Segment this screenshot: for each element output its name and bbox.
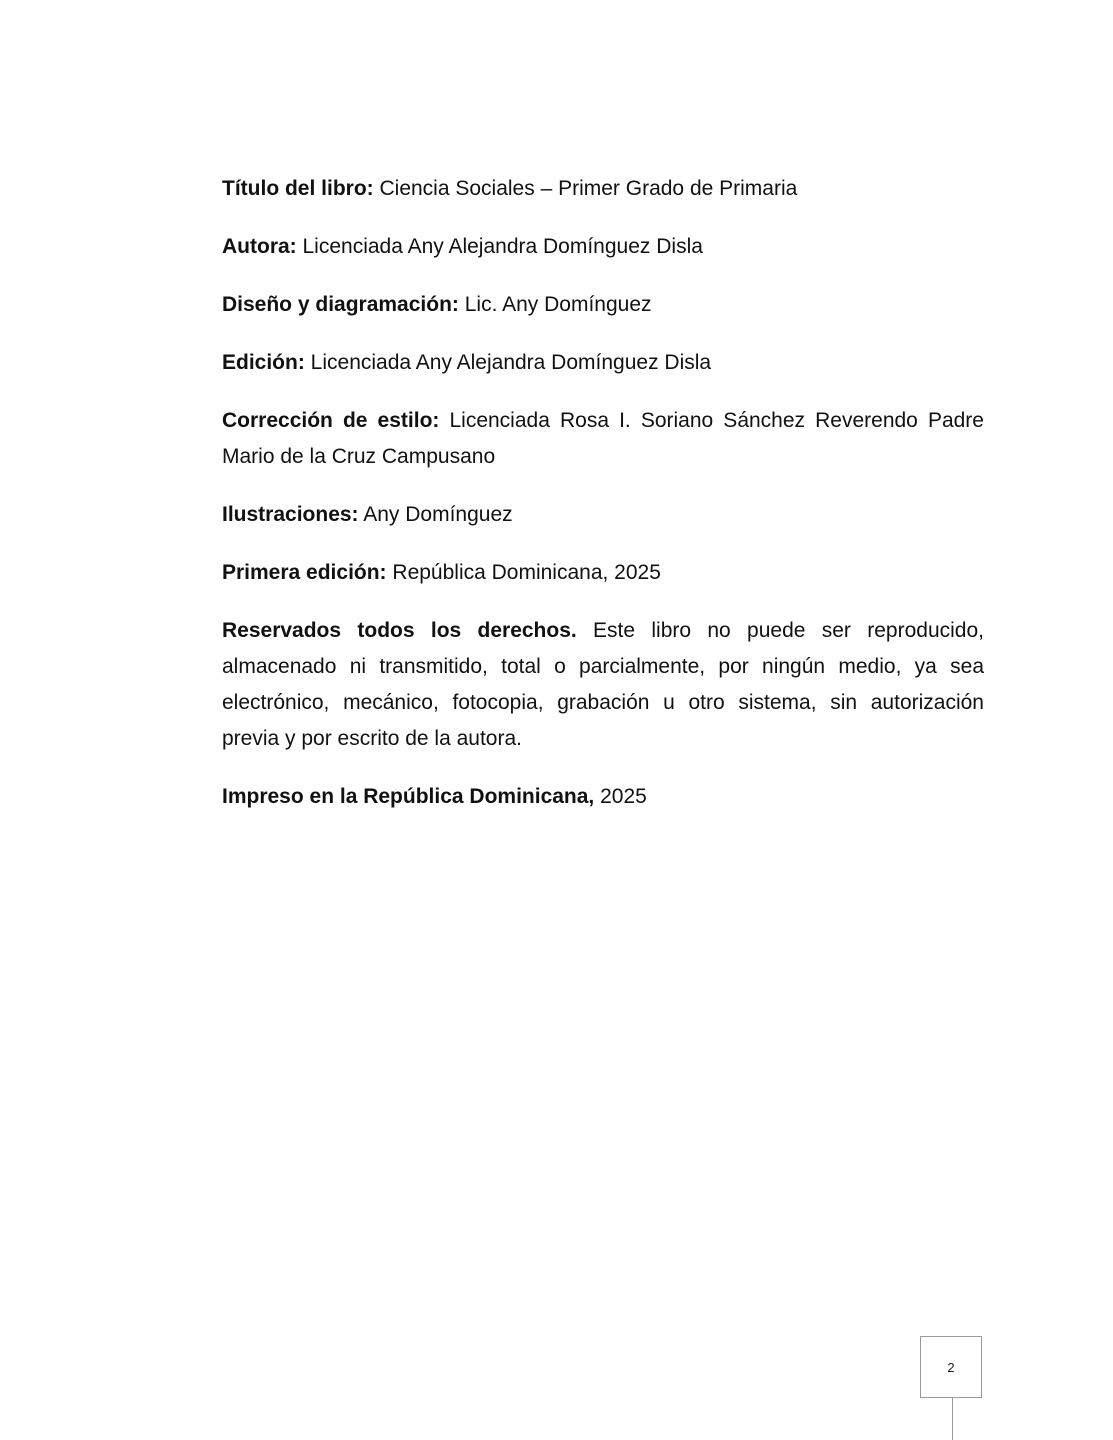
credit-author (222, 229, 984, 265)
credit-value: Licenciada Rosa I. Soriano Sánchez Reverendo Padre Mario de la Cruz Campusano (222, 409, 984, 468)
page-number-connector-line (952, 1398, 953, 1440)
credit-label: Edición: (222, 351, 305, 374)
credit-label: Primera edición: (222, 561, 387, 584)
credit-value: Licenciada Any Alejandra Domínguez Disla (304, 351, 712, 374)
credit-design (222, 287, 984, 323)
credit-book-title (222, 171, 984, 207)
credit-label: Título del libro: (222, 177, 374, 200)
credit-printed-in (222, 779, 984, 815)
credit-style-correction (222, 403, 984, 475)
credit-value: Lic. Any Domínguez (458, 293, 652, 316)
credit-edition (222, 345, 984, 381)
credit-label: Diseño y diagramación: (222, 293, 459, 316)
credit-value: Any Domínguez (358, 503, 513, 526)
credit-value: Ciencia Sociales – Primer Grado de Primaria (373, 177, 798, 200)
credit-label: Corrección de estilo: (222, 409, 440, 432)
page-number: 2 (947, 1359, 955, 1375)
credit-illustrations (222, 497, 984, 533)
credit-label: Ilustraciones: (222, 503, 359, 526)
credit-value: 2025 (594, 785, 647, 808)
credit-label: Reservados todos los derechos. (222, 619, 577, 642)
credit-value: República Dominicana, 2025 (386, 561, 661, 584)
credit-value: Licenciada Any Alejandra Domínguez Disla (296, 235, 703, 258)
credit-rights-reserved (222, 613, 984, 757)
credits-section (222, 171, 984, 837)
credit-label: Impreso en la República Dominicana, (222, 785, 595, 808)
credit-first-edition (222, 555, 984, 591)
page-number-box (920, 1336, 982, 1398)
credit-value: Este libro no puede ser reproducido, almacenado ni transmitido, total o parcialmente, por ningún medio, ya sea electrónico, mecánico, fotocopia, grabación u otro sistema, sin autorización previa y por escrito de la autora. (222, 619, 984, 750)
credit-label: Autora: (222, 235, 297, 258)
